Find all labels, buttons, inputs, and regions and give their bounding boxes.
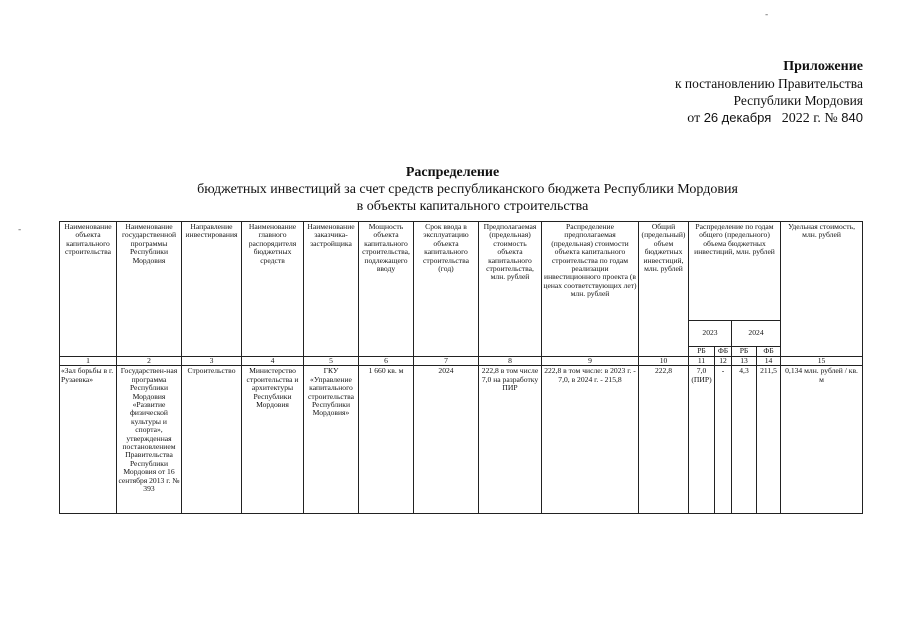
column-number: 7 bbox=[414, 357, 479, 366]
heading-line-2: в объекты капитального строительства bbox=[356, 199, 589, 214]
date-prefix: от bbox=[687, 111, 701, 126]
header-capacity: Мощность объекта капитального строительства, подлежащего вводу bbox=[359, 222, 414, 357]
header-estimated-cost: Предполагаемая (предельная) стоимость объекта капитального строительства, млн. рублей bbox=[479, 222, 542, 357]
header-direction: Направление инвестирования bbox=[182, 222, 242, 357]
appendix-title: Приложение bbox=[783, 59, 863, 74]
column-number: 2 bbox=[117, 357, 182, 366]
column-number: 6 bbox=[359, 357, 414, 366]
cell-cost-distribution: 222,8 в том числе: в 2023 г. - 7,0, в 2024 г. - 215,8 bbox=[542, 366, 639, 514]
header-main-manager: Наименование главного распорядителя бюджетных средств bbox=[242, 222, 304, 357]
scan-mark-left: - bbox=[18, 225, 22, 235]
header-distribution-by-years: Распределение по годам общего (предельного) объема бюджетных инвестиций, млн. рублей bbox=[689, 222, 781, 321]
column-number: 10 bbox=[639, 357, 689, 366]
header-program: Наименование государственной программы Республики Мордовия bbox=[117, 222, 182, 357]
date-day: 26 bbox=[703, 110, 719, 125]
date-year: 2022 г. № bbox=[781, 111, 838, 126]
cell-main-manager: Министерство строительства и архитектуры Республики Мордовия bbox=[242, 366, 304, 514]
table-row bbox=[60, 366, 863, 514]
cell-commission-year: 2024 bbox=[414, 366, 479, 514]
column-number: 1 bbox=[60, 357, 117, 366]
header-total-investment: Общий (предельный) объем бюджетных инвестиций, млн. рублей bbox=[639, 222, 689, 357]
column-number: 12 bbox=[715, 357, 732, 366]
cell-capacity: 1 660 кв. м bbox=[359, 366, 414, 514]
cell-direction: Строительство bbox=[182, 366, 242, 514]
cell-total-investment: 222,8 bbox=[639, 366, 689, 514]
decree-number: 840 bbox=[841, 110, 863, 125]
appendix-date bbox=[675, 109, 863, 127]
column-number: 5 bbox=[304, 357, 359, 366]
header-unit-cost: Удельная стоимость, млн. рублей bbox=[781, 222, 863, 357]
cell-estimated-cost: 222,8 в том числе 7,0 на разработку ПИР bbox=[479, 366, 542, 514]
column-number: 15 bbox=[781, 357, 863, 366]
header-customer: Наименование заказчика-застройщика bbox=[304, 222, 359, 357]
appendix-block bbox=[675, 58, 863, 127]
cell-fb-2024: 211,5 bbox=[757, 366, 781, 514]
header-year-2023: 2023 bbox=[689, 321, 732, 347]
scan-mark-top: - bbox=[765, 10, 769, 20]
header-commission-year: Срок ввода в эксплуатацию объекта капитального строительства (год) bbox=[414, 222, 479, 357]
column-number: 9 bbox=[542, 357, 639, 366]
cell-fb-2023: - bbox=[715, 366, 732, 514]
cell-program: Государствен-ная программа Республики Мордовия «Развитие физической культуры и спорта», утвержденная постановлением Правительства Республики Мордовия от 16 сентября 2013 г. № 393 bbox=[117, 366, 182, 514]
column-number: 14 bbox=[757, 357, 781, 366]
document-heading bbox=[0, 164, 905, 215]
column-number: 4 bbox=[242, 357, 304, 366]
date-month: декабря bbox=[721, 110, 772, 125]
column-number: 3 bbox=[182, 357, 242, 366]
heading-line-1: бюджетных инвестиций за счет средств республиканского бюджета Республики Мордовия bbox=[197, 182, 738, 197]
column-number: 11 bbox=[689, 357, 715, 366]
cell-customer: ГКУ «Управление капитального строительства Республики Мордовия» bbox=[304, 366, 359, 514]
header-year-2024: 2024 bbox=[732, 321, 781, 347]
column-number: 8 bbox=[479, 357, 542, 366]
cell-rb-2024: 4,3 bbox=[732, 366, 757, 514]
column-number: 13 bbox=[732, 357, 757, 366]
investment-table bbox=[59, 221, 863, 514]
header-fb-2024: ФБ bbox=[757, 347, 781, 357]
header-rb-2024: РБ bbox=[732, 347, 757, 357]
header-rb-2023: РБ bbox=[689, 347, 715, 357]
appendix-line-1: к постановлению Правительства bbox=[674, 76, 863, 91]
document-title: Распределение bbox=[405, 165, 500, 180]
column-number-row bbox=[60, 357, 863, 366]
header-object-name: Наименование объекта капитального строительства bbox=[60, 222, 117, 357]
cell-rb-2023: 7,0 (ПИР) bbox=[689, 366, 715, 514]
cell-unit-cost: 0,134 млн. рублей / кв. м bbox=[781, 366, 863, 514]
header-cost-distribution: Распределение предполагаемая (предельная) стоимости объекта капитального строительства по годам реализации инвестиционного проекта (в ценах соответствующих лет) млн. рублей bbox=[542, 222, 639, 357]
cell-object-name: «Зал борьбы в г. Рузаевка» bbox=[60, 366, 117, 514]
appendix-line-2: Республики Мордовия bbox=[733, 93, 863, 108]
header-fb-2023: ФБ bbox=[715, 347, 732, 357]
